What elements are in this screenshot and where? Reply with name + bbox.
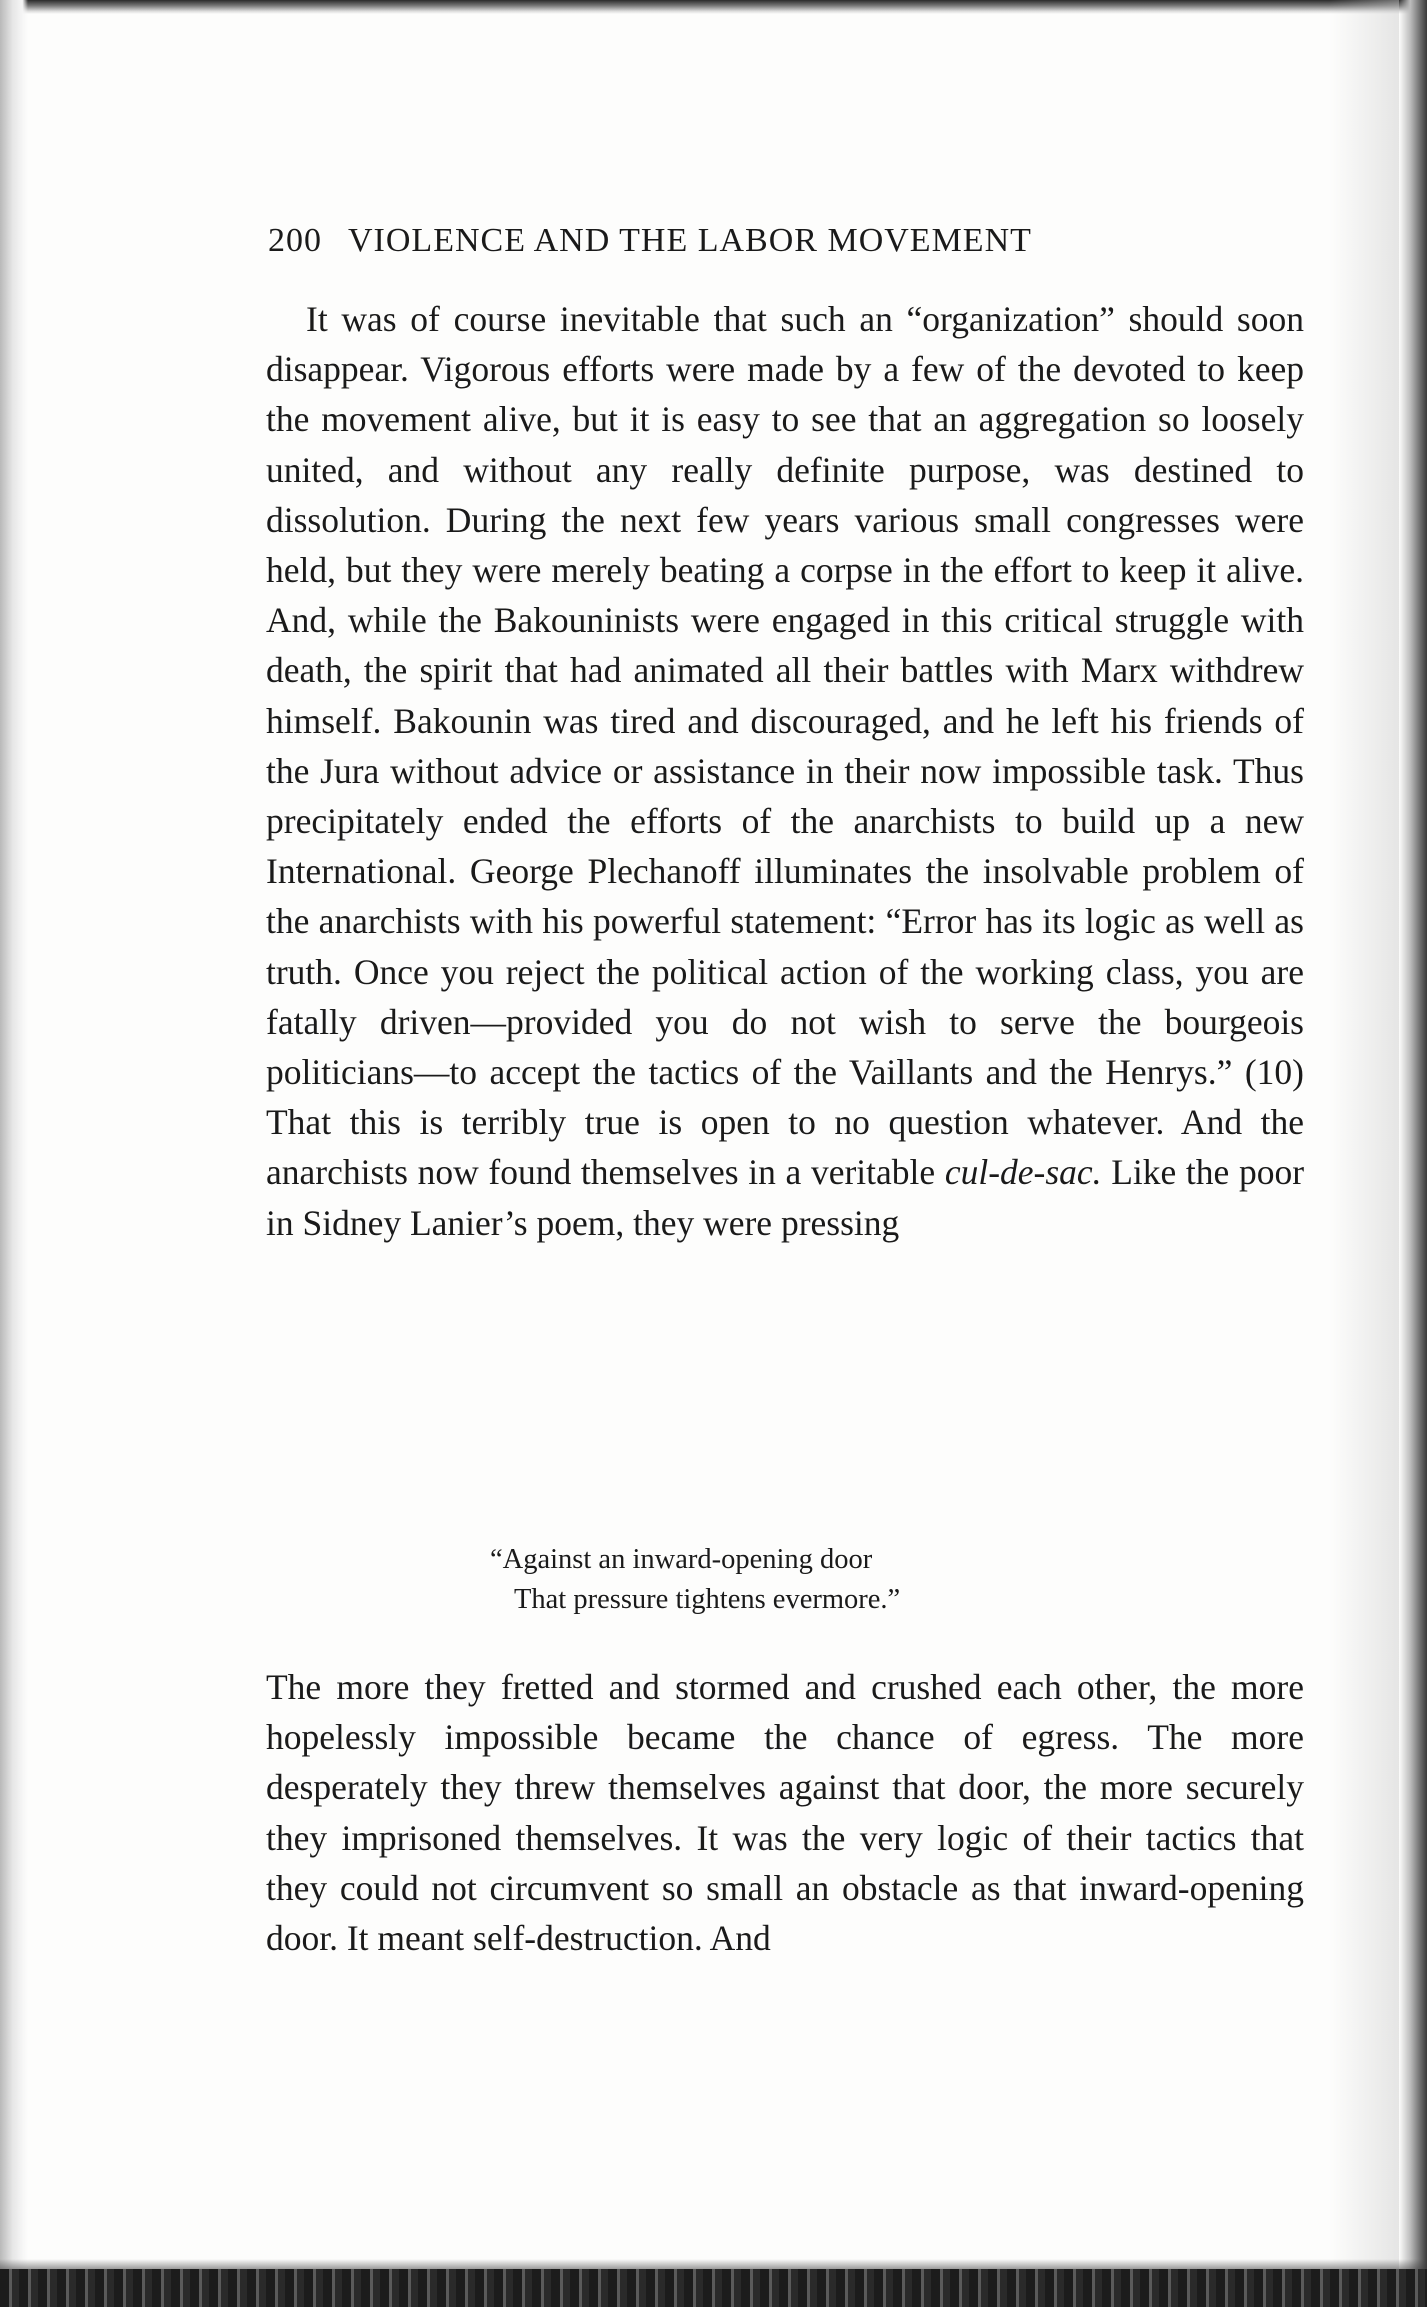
paragraph-1-tail: Like the poor in Sidney Lanier’s poem, they were pressing	[266, 1152, 1305, 1243]
scan-shadow-right	[1329, 0, 1399, 2307]
verse-quotation	[490, 1540, 1110, 1620]
page-number: 200	[268, 222, 322, 259]
running-title: VIOLENCE AND THE LABOR MOVEMENT	[348, 222, 1032, 259]
italic-phrase: cul-de-sac.	[944, 1152, 1102, 1193]
scan-edge-top	[0, 0, 1427, 14]
running-header	[268, 222, 1308, 272]
scan-edge-right	[1399, 0, 1427, 2307]
scan-shadow-bottom	[0, 2259, 1427, 2269]
quote-line-2: That pressure tightens evermore.”	[514, 1584, 901, 1615]
quote-line-1: “Against an inward-opening door	[490, 1544, 873, 1575]
paragraph-1	[266, 294, 1304, 1248]
scan-edge-left	[0, 0, 28, 2307]
scan-edge-bottom	[0, 2269, 1427, 2307]
paragraph-2: The more they fretted and stormed and crushed each other, the more hopelessly impossible became the chance of egress. The more desperately they threw themselves against that door, the more securely they imprisoned themselves. It was the very logic of their tactics that they could not circumvent so small an obstacle as that inward-opening door. It meant self-destruction. And	[266, 1667, 1304, 1959]
paragraph-1-text: It was of course inevitable that such an “organization” should soon disappear. Vigorous efforts were made by a few of the devoted to keep the movement alive, but it is easy to see that an aggregation so loosely united, and without any really definite purpose, was destined to dissolution. During the next few years various small congresses were held, but they were merely beating a corpse in the effort to keep it alive. And, while the Bakouninists were engaged in this critical struggle with death, the spirit that had animated all their battles with Marx withdrew himself. Bakounin was tired and discouraged, and he left his friends of the Jura without advice or assistance in their now impossible task. Thus precipitately ended the efforts of the anarchists to build up a new International. George Plechanoff illuminates the insolvable problem of the anarchists with his powerful statement: “Error has its logic as well as truth. Once you reject the political action of the working class, you are fatally driven—provided you do not wish to serve the bourgeois politicians—to accept the tactics of the Vaillants and the Henrys.” (10) That this is terribly true is open to no question whatever. And the anarchists now found themselves in a veritable	[266, 299, 1304, 1193]
